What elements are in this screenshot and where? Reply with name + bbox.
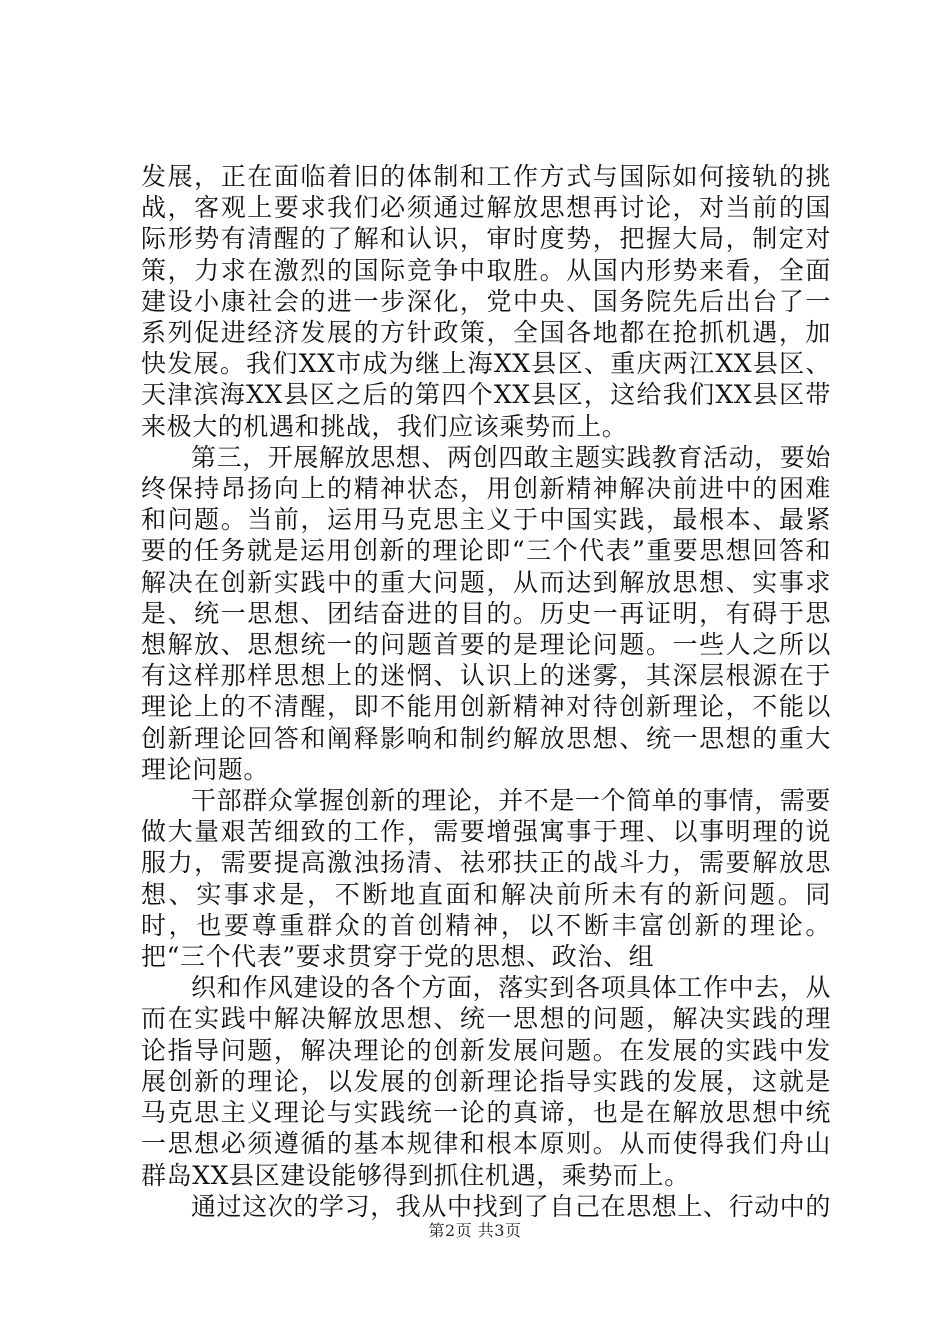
paragraph-4: 织和作风建设的各个方面，落实到各项具体工作中去，从而在实践中解决解放思想、统一思想的问题，解决实践的理论指导问题，解决理论的创新发展问题。在发展的实践中发展创新的理论，以发展的创新理论指导实践的发展，这就是马克思主义理论与实践统一论的真谛，也是在解放思想中统一思想必须遵循的基本规律和根本原则。从而使得我们舟山群岛XX县区建设能够得到抓住机遇，乘势而上。 (141, 973, 832, 1190)
paragraph-3: 干部群众掌握创新的理论，并不是一个简单的事情，需要做大量艰苦细致的工作，需要增强寓事于理、以事明理的说服力，需要提高激浊扬清、祛邪扶正的战斗力，需要解放思想、实事求是，不断地直面和解决前所未有的新问题。同时，也要尊重群众的首创精神，以不断丰富创新的理论。把“三个代表”要求贯穿于党的思想、政治、组 (141, 786, 832, 972)
paragraph-1: 发展，正在面临着旧的体制和工作方式与国际如何接轨的挑战，客观上要求我们必须通过解放思想再讨论，对当前的国际形势有清醒的了解和认识，审时度势，把握大局，制定对策，力求在激烈的国际竞争中取胜。从国内形势来看，全面建设小康社会的进一步深化，党中央、国务院先后出台了一系列促进经济发展的方针政策，全国各地都在抢抓机遇，加快发展。我们XX市成为继上海XX县区、重庆两江XX县区、天津滨海XX县区之后的第四个XX县区，这给我们XX县区带来极大的机遇和挑战，我们应该乘势而上。 (141, 162, 831, 441)
page-number-footer: 第2页 共3页 (428, 1221, 522, 1240)
paragraph-5: 通过这次的学习，我从中找到了自己在思想上、行动中的 (191, 1191, 832, 1221)
paragraph-2: 第三，开展解放思想、两创四敢主题实践教育活动，要始终保持昂扬向上的精神状态，用创新精神解决前进中的困难和问题。当前，运用马克思主义于中国实践，最根本、最紧要的任务就是运用创新的理论即“三个代表”重要思想回答和解决在创新实践中的重大问题，从而达到解放思想、实事求是、统一思想、团结奋进的目的。历史一再证明，有碍于思想解放、思想统一的问题首要的是理论问题。一些人之所以有这样那样思想上的迷惘、认识上的迷雾，其深层根源在于理论上的不清醒，即不能用创新精神对待创新理论，不能以创新理论回答和阐释影响和制约解放思想、统一思想的重大理论问题。 (141, 442, 832, 784)
document-body (141, 161, 831, 1222)
